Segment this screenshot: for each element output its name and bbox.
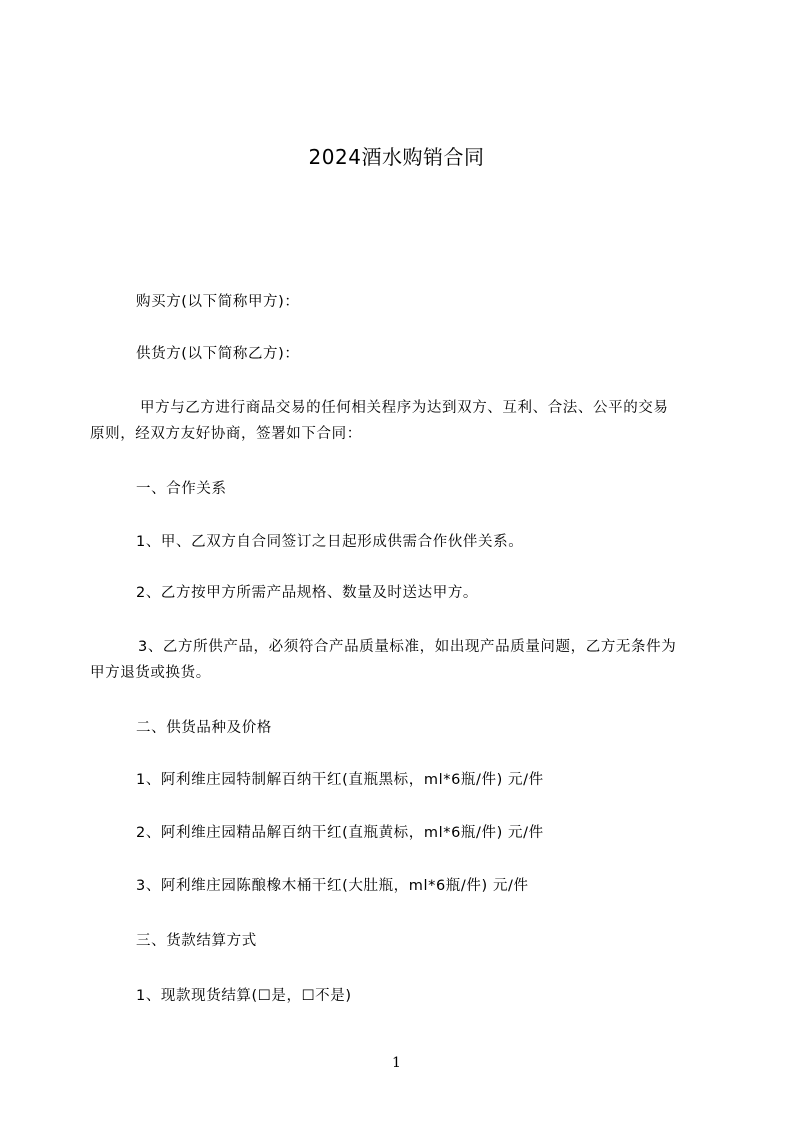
section-heading-payment: 三、货款结算方式	[136, 933, 257, 949]
clause-1-3-cont	[90, 660, 211, 686]
product-item-1: 1、阿利维庄园特制解百纳干红(直瓶黑标，ml*6瓶/件) 元/件	[136, 772, 544, 788]
preamble-line-1: 甲方与乙方进行商品交易的任何相关程序为达到双方、互利、合法、公平的交易	[140, 400, 669, 416]
preamble-paragraph	[135, 395, 669, 421]
clause-1-3-line-2: 甲方退货或换货。	[90, 665, 211, 681]
preamble-line-2: 原则，经双方友好协商，签署如下合同：	[90, 426, 362, 442]
clause-1-3-line-1: 3、乙方所供产品，必须符合产品质量标准，如出现产品质量问题，乙方无条件为	[138, 639, 677, 655]
clause-1-2: 2、乙方按甲方所需产品规格、数量及时送达甲方。	[136, 585, 479, 601]
page-number: 1	[392, 1055, 401, 1071]
section-heading-products: 二、供货品种及价格	[136, 720, 272, 736]
preamble-paragraph-cont	[90, 421, 362, 447]
document-title: 2024酒水购销合同	[308, 145, 485, 169]
payment-clause-1: 1、现款现货结算(☐是，☐不是)	[136, 988, 352, 1004]
clause-1-3	[138, 634, 676, 660]
product-item-2: 2、阿利维庄园精品解百纳干红(直瓶黄标，ml*6瓶/件) 元/件	[136, 825, 544, 841]
section-heading-cooperation: 一、合作关系	[136, 481, 227, 497]
clause-1-1: 1、甲、乙双方自合同签订之日起形成供需合作伙伴关系。	[136, 534, 524, 550]
product-item-3: 3、阿利维庄园陈酿橡木桶干红(大肚瓶，ml*6瓶/件) 元/件	[136, 878, 529, 894]
supplier-line: 供货方(以下简称乙方)：	[136, 346, 300, 362]
buyer-line: 购买方(以下简称甲方)：	[136, 294, 300, 310]
